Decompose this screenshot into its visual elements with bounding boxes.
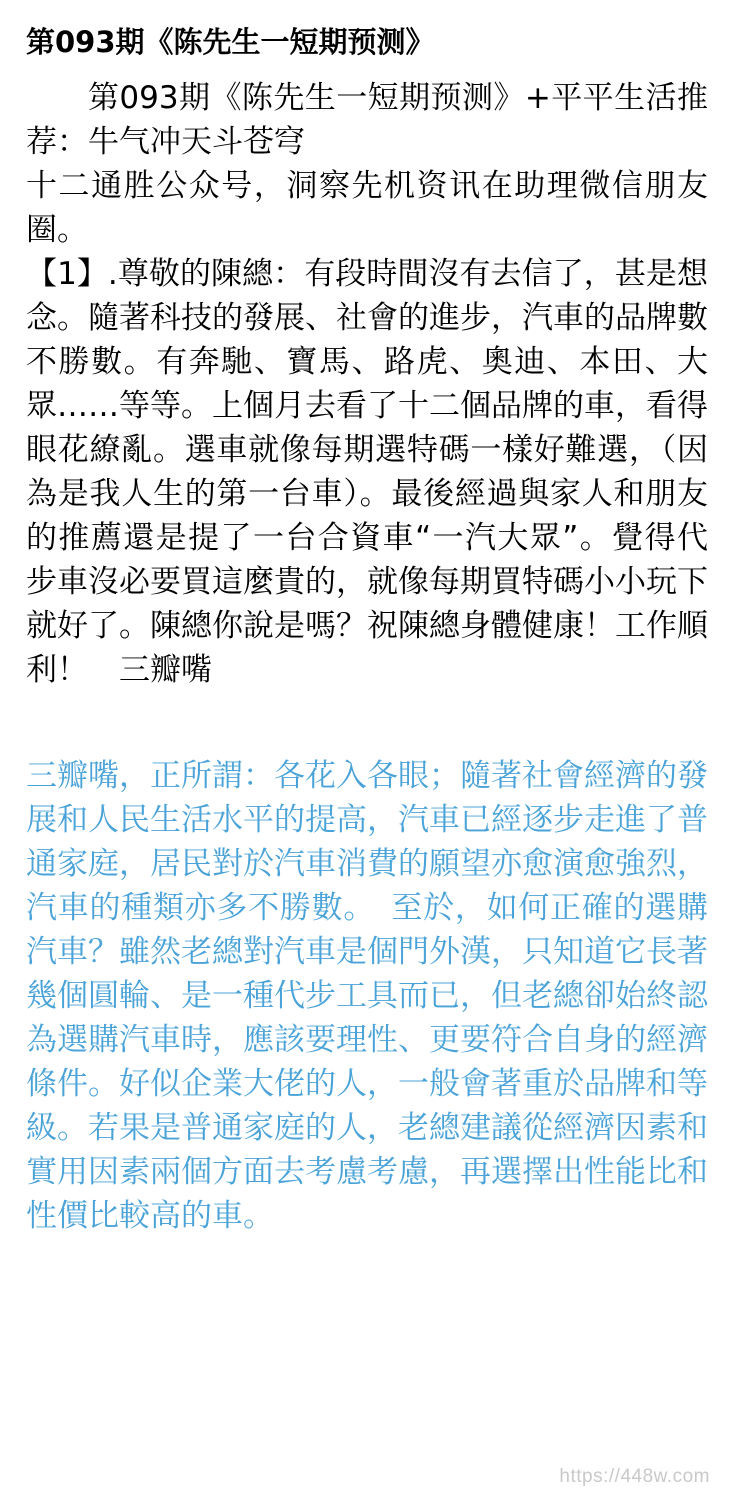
- watermark-url: https://448w.com: [559, 1466, 710, 1487]
- comment-text: 三瓣嘴，正所謂：各花入各眼；隨著社會經濟的發展和人民生活水平的提高，汽車已經逐步走進了普通家庭，居民對於汽車消費的願望亦愈演愈強烈，汽車的種類亦多不勝數。 至於，如何正確的選購汽車？雖然老總對汽車是個門外漢，只知道它長著幾個圓輪、是一種代步工具而已，但老總卻始終認為選購汽車時，應該要理性、更要符合自身的經濟條件。好似企業大佬的人，一般會著重於品牌和等級。若果是普通家庭的人，老總建議從經濟因素和實用因素兩個方面去考慮考慮，再選擇出性能比和性價比較高的車。: [26, 757, 708, 1235]
- article-paragraph-2: 十二通胜公众号，洞察先机资讯在助理微信朋友圈。: [26, 167, 708, 248]
- article-body: [26, 76, 708, 692]
- article-paragraph-1: 第093期《陈先生一短期预测》+平平生活推荐：牛气冲天斗苍穹: [26, 79, 708, 160]
- page-title: 第093期《陈先生一短期预测》: [26, 25, 435, 59]
- comment-section: [26, 754, 708, 1238]
- article-paragraph-3: 【1】.尊敬的陳總：有段時間沒有去信了，甚是想念。隨著科技的發展、社會的進步，汽車的品牌數不勝數。有奔馳、寶馬、路虎、奧迪、本田、大眾……等等。上個月去看了十二個品牌的車，看得眼花繚亂。選車就像每期選特碼一樣好難選，（因為是我人生的第一台車）。最後經過與家人和朋友的推薦還是提了一台合資車“一汽大眾”。覺得代步車沒必要買這麼貴的，就像每期買特碼小小玩下就好了。陳總你說是嗎？祝陳總身體健康！工作順利！ 三瓣嘴: [26, 255, 708, 688]
